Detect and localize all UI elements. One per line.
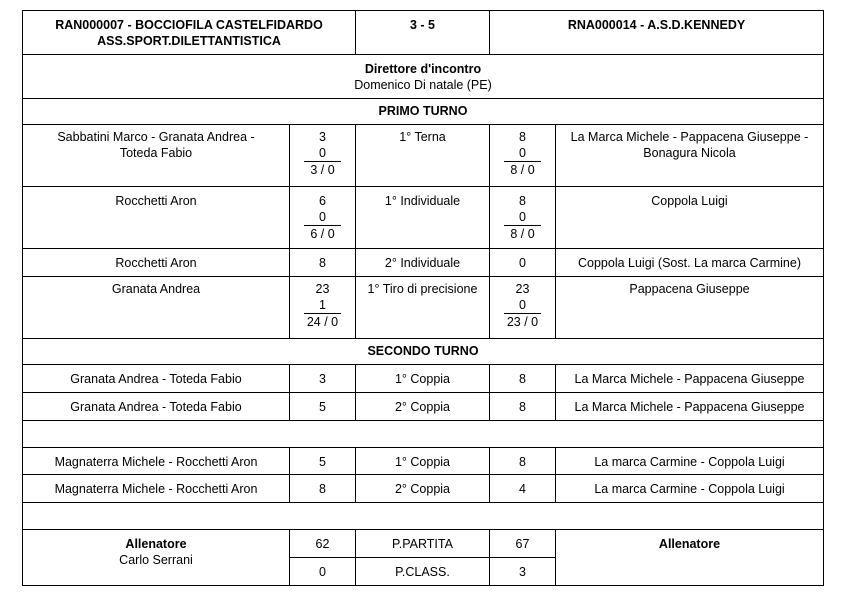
away-score-bonus: 0	[519, 146, 526, 160]
home-players: Granata Andrea - Toteda Fabio	[23, 393, 290, 421]
away-score-value: 23	[515, 282, 530, 296]
director-cell	[23, 55, 824, 99]
away-players: La Marca Michele - Pappacena Giuseppe	[556, 365, 824, 393]
away-score-total: 23 / 0	[504, 313, 541, 330]
event-name: 1° Coppia	[356, 448, 490, 475]
away-players: La Marca Michele - Pappacena Giuseppe	[556, 393, 824, 421]
away-score: 0	[490, 249, 556, 277]
home-team-name: RAN000007 - BOCCIOFILA CASTELFIDARDO	[55, 18, 323, 32]
home-score: 8	[290, 249, 356, 277]
table-row	[23, 277, 824, 339]
director-name: Domenico Di natale (PE)	[354, 78, 492, 92]
director-label: Direttore d'incontro	[364, 62, 482, 76]
away-score-value: 8	[519, 194, 526, 208]
away-score	[490, 187, 556, 249]
home-score-bonus: 1	[319, 298, 326, 312]
home-coach-label: Allenatore	[125, 537, 187, 551]
event-name: 1° Coppia	[356, 365, 490, 393]
home-score-bonus: 0	[319, 210, 326, 224]
home-score-value: 23	[315, 282, 330, 296]
home-players: Granata Andrea - Toteda Fabio	[23, 365, 290, 393]
event-name: 1° Tiro di precisione	[356, 277, 490, 339]
home-team-cell	[23, 11, 356, 55]
event-name: 2° Coppia	[356, 393, 490, 421]
event-name: 1° Individuale	[356, 187, 490, 249]
home-score: 8	[290, 475, 356, 503]
home-players-line: Sabbatini Marco - Granata Andrea -	[57, 130, 255, 144]
away-team-name: RNA000014 - A.S.D.KENNEDY	[490, 11, 824, 55]
away-players: La marca Carmine - Coppola Luigi	[556, 475, 824, 503]
home-score	[290, 125, 356, 187]
home-score	[290, 277, 356, 339]
table-row	[23, 187, 824, 249]
home-score-total: 6 / 0	[304, 225, 341, 242]
event-name: 2° Coppia	[356, 475, 490, 503]
table-row	[23, 365, 824, 393]
event-name: 2° Individuale	[356, 249, 490, 277]
away-points-partita: 67	[490, 530, 556, 558]
table-row	[23, 448, 824, 475]
away-score-total: 8 / 0	[504, 225, 541, 242]
home-score: 5	[290, 393, 356, 421]
table-row	[23, 125, 824, 187]
away-score-value: 8	[519, 130, 526, 144]
away-players: Pappacena Giuseppe	[556, 277, 824, 339]
home-score-value: 3	[319, 130, 326, 144]
home-players: Magnaterra Michele - Rocchetti Aron	[23, 448, 290, 475]
home-players: Granata Andrea	[23, 277, 290, 339]
away-coach-label: Allenatore	[556, 530, 824, 586]
away-players-line: La Marca Michele - Pappacena Giuseppe -	[570, 130, 809, 144]
away-players-line: Bonagura Nicola	[643, 146, 736, 160]
match-score: 3 - 5	[356, 11, 490, 55]
table-row	[23, 475, 824, 503]
empty-separator-row	[23, 421, 824, 448]
home-score-bonus: 0	[319, 146, 326, 160]
away-players: Coppola Luigi	[556, 187, 824, 249]
home-players: Magnaterra Michele - Rocchetti Aron	[23, 475, 290, 503]
away-players	[556, 125, 824, 187]
home-score-value: 6	[319, 194, 326, 208]
away-players: La marca Carmine - Coppola Luigi	[556, 448, 824, 475]
away-players: Coppola Luigi (Sost. La marca Carmine)	[556, 249, 824, 277]
home-score-total: 24 / 0	[304, 313, 341, 330]
away-score	[490, 125, 556, 187]
home-points-class: 0	[290, 558, 356, 586]
away-score: 8	[490, 393, 556, 421]
away-score: 4	[490, 475, 556, 503]
home-coach-cell	[23, 530, 290, 586]
away-score: 8	[490, 365, 556, 393]
event-name: 1° Terna	[356, 125, 490, 187]
home-players: Rocchetti Aron	[23, 187, 290, 249]
away-score-total: 8 / 0	[504, 161, 541, 178]
empty-separator-row	[23, 503, 824, 530]
home-score-total: 3 / 0	[304, 161, 341, 178]
points-class-label: P.CLASS.	[356, 558, 490, 586]
home-players	[23, 125, 290, 187]
primo-turno-title: PRIMO TURNO	[23, 99, 824, 125]
home-players: Rocchetti Aron	[23, 249, 290, 277]
away-points-class: 3	[490, 558, 556, 586]
home-team-association: ASS.SPORT.DILETTANTISTICA	[97, 34, 281, 48]
secondo-turno-title: SECONDO TURNO	[23, 339, 824, 365]
away-score: 8	[490, 448, 556, 475]
table-row	[23, 393, 824, 421]
home-score: 3	[290, 365, 356, 393]
home-players-line: Toteda Fabio	[119, 146, 193, 160]
points-partita-label: P.PARTITA	[356, 530, 490, 558]
table-row	[23, 249, 824, 277]
home-points-partita: 62	[290, 530, 356, 558]
match-report-table	[22, 10, 824, 586]
away-score-bonus: 0	[519, 210, 526, 224]
home-score	[290, 187, 356, 249]
home-score: 5	[290, 448, 356, 475]
away-score-bonus: 0	[519, 298, 526, 312]
home-coach-name: Carlo Serrani	[119, 553, 193, 567]
away-score	[490, 277, 556, 339]
